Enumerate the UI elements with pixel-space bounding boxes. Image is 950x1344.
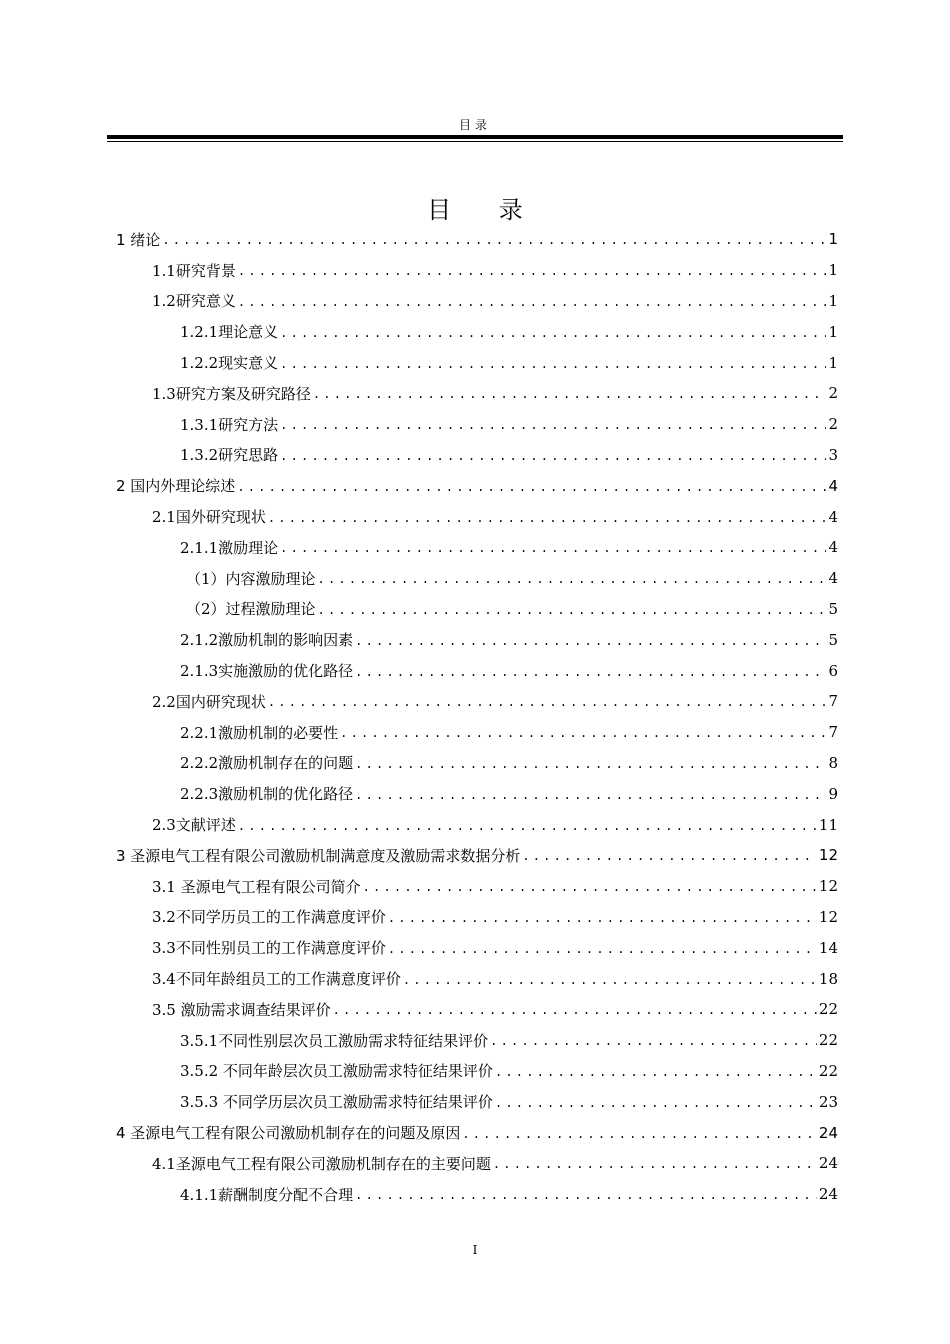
- toc-entry-label: 2.1国外研究现状: [152, 508, 266, 527]
- toc-dot-leader: [318, 572, 827, 586]
- toc-entry[interactable]: [116, 717, 838, 748]
- toc-dot-leader: [355, 665, 826, 679]
- toc-entry-label: 2.2.1激励机制的必要性: [180, 723, 339, 742]
- toc-dot-leader: [318, 603, 827, 617]
- toc-entry-page: 4: [828, 476, 838, 495]
- toc-entry-label: 1.3.2研究思路: [180, 446, 279, 465]
- toc-entry[interactable]: [116, 778, 838, 809]
- toc-entry-label: 1.2.1理论意义: [180, 323, 279, 342]
- toc-dot-leader: [340, 726, 826, 740]
- toc-entry-label: 2.2.2激励机制存在的问题: [180, 754, 354, 773]
- toc-entry[interactable]: [116, 963, 838, 994]
- toc-entry-page: 9: [828, 784, 838, 803]
- toc-entry[interactable]: [116, 994, 838, 1025]
- toc-entry-page: 22: [818, 1061, 838, 1080]
- table-of-contents: [116, 224, 838, 1210]
- toc-entry[interactable]: [116, 1086, 838, 1117]
- toc-entry-page: 7: [828, 692, 838, 711]
- toc-entry-page: 12: [818, 877, 838, 896]
- toc-dot-leader: [268, 511, 827, 525]
- toc-entry-label: 1.2研究意义: [152, 292, 236, 311]
- toc-dot-leader: [313, 387, 827, 401]
- toc-entry[interactable]: [116, 594, 838, 625]
- toc-entry[interactable]: [116, 1025, 838, 1056]
- toc-entry-page: 12: [818, 846, 838, 865]
- toc-dot-leader: [280, 449, 826, 463]
- toc-entry[interactable]: [116, 224, 838, 255]
- toc-entry[interactable]: [116, 1179, 838, 1210]
- toc-entry[interactable]: [116, 809, 838, 840]
- toc-entry[interactable]: [116, 1148, 838, 1179]
- toc-entry-page: 22: [818, 1000, 838, 1019]
- toc-entry[interactable]: [116, 748, 838, 779]
- toc-entry[interactable]: [116, 686, 838, 717]
- toc-entry[interactable]: [116, 409, 838, 440]
- toc-entry-label: 4.1圣源电气工程有限公司激励机制存在的主要问题: [152, 1154, 491, 1173]
- toc-entry-page: 24: [818, 1185, 838, 1204]
- toc-entry-page: 1: [828, 261, 838, 280]
- toc-entry[interactable]: [116, 378, 838, 409]
- toc-entry-page: 6: [828, 661, 838, 680]
- toc-entry-page: 18: [818, 969, 838, 988]
- toc-title: 目 录: [427, 196, 543, 224]
- toc-entry-page: 5: [828, 599, 838, 618]
- toc-dot-leader: [280, 357, 826, 371]
- toc-entry-label: 4 圣源电气工程有限公司激励机制存在的问题及原因: [116, 1124, 461, 1142]
- toc-dot-leader: [280, 418, 826, 432]
- toc-dot-leader: [280, 326, 826, 340]
- toc-entry-label: 2.2国内研究现状: [152, 692, 266, 711]
- toc-dot-leader: [238, 295, 827, 309]
- running-header: 目录: [458, 118, 491, 132]
- toc-entry-page: 1: [828, 291, 838, 310]
- toc-entry[interactable]: [116, 440, 838, 471]
- toc-entry-label: 2 国内外理论综述: [116, 477, 236, 496]
- toc-entry-label: 1.3.1研究方法: [180, 415, 279, 434]
- toc-entry[interactable]: [116, 347, 838, 378]
- toc-entry-page: 1: [828, 322, 838, 341]
- toc-entry-label: 3.1 圣源电气工程有限公司简介: [152, 877, 361, 896]
- page-number: I: [472, 1243, 478, 1257]
- header-rule-thin: [107, 141, 843, 142]
- toc-dot-leader: [355, 1188, 817, 1202]
- toc-dot-leader: [333, 1003, 817, 1017]
- toc-entry-label: 3.4不同年龄组员工的工作满意度评价: [152, 970, 401, 989]
- toc-entry-label: 4.1.1薪酬制度分配不合理: [180, 1185, 354, 1204]
- toc-entry[interactable]: [116, 501, 838, 532]
- toc-dot-leader: [280, 541, 826, 555]
- toc-entry-page: 14: [818, 938, 838, 957]
- toc-entry-page: 24: [818, 1123, 838, 1142]
- toc-entry-page: 3: [828, 445, 838, 464]
- toc-entry[interactable]: [116, 1056, 838, 1087]
- toc-entry-page: 12: [818, 907, 838, 926]
- toc-entry-page: 22: [818, 1031, 838, 1050]
- toc-dot-leader: [462, 1127, 817, 1141]
- toc-entry-label: 2.1.3实施激励的优化路径: [180, 662, 354, 681]
- toc-entry[interactable]: [116, 255, 838, 286]
- toc-dot-leader: [238, 819, 817, 833]
- toc-dot-leader: [388, 942, 817, 956]
- toc-dot-leader: [495, 1096, 817, 1110]
- toc-entry-page: 1: [828, 230, 838, 249]
- toc-dot-leader: [268, 695, 827, 709]
- toc-entry-label: 2.3文献评述: [152, 816, 236, 835]
- toc-dot-leader: [162, 233, 826, 247]
- toc-entry[interactable]: [116, 840, 838, 871]
- toc-entry-label: 1.2.2现实意义: [180, 354, 279, 373]
- toc-entry-label: 3.5.1不同性别层次员工激励需求特征结果评价: [180, 1031, 489, 1050]
- toc-entry-page: 4: [828, 569, 838, 588]
- toc-dot-leader: [355, 757, 826, 771]
- toc-entry-page: 11: [818, 815, 838, 834]
- toc-entry[interactable]: [116, 286, 838, 317]
- toc-dot-leader: [388, 911, 817, 925]
- toc-dot-leader: [237, 480, 826, 494]
- toc-entry-page: 7: [828, 723, 838, 742]
- toc-dot-leader: [522, 849, 817, 863]
- toc-entry-label: 1 绪论: [116, 230, 161, 249]
- toc-entry-label: 3.2不同学历员工的工作满意度评价: [152, 908, 386, 927]
- toc-entry-label: 3.5 激励需求调查结果评价: [152, 1000, 331, 1019]
- toc-entry-page: 4: [828, 538, 838, 557]
- toc-entry[interactable]: [116, 932, 838, 963]
- toc-dot-leader: [495, 1065, 817, 1079]
- toc-entry-page: 24: [818, 1154, 838, 1173]
- toc-entry[interactable]: [116, 902, 838, 933]
- toc-entry[interactable]: [116, 655, 838, 686]
- toc-entry[interactable]: [116, 1117, 838, 1148]
- toc-entry[interactable]: [116, 470, 838, 501]
- toc-entry-page: 23: [818, 1092, 838, 1111]
- toc-entry[interactable]: [116, 316, 838, 347]
- toc-dot-leader: [363, 880, 817, 894]
- toc-entry-label: （1）内容激励理论: [186, 569, 316, 588]
- header-rule-thick: [107, 135, 843, 139]
- toc-dot-leader: [355, 634, 826, 648]
- toc-entry-page: 8: [828, 753, 838, 772]
- toc-entry-label: 3.5.3 不同学历层次员工激励需求特征结果评价: [180, 1093, 493, 1112]
- toc-dot-leader: [238, 264, 827, 278]
- toc-dot-leader: [403, 973, 817, 987]
- toc-entry-page: 1: [828, 353, 838, 372]
- toc-entry-label: 2.1.2激励机制的影响因素: [180, 631, 354, 650]
- toc-entry[interactable]: [116, 871, 838, 902]
- toc-dot-leader: [355, 788, 826, 802]
- toc-entry-label: 1.3研究方案及研究路径: [152, 384, 311, 403]
- toc-entry-label: 1.1研究背景: [152, 261, 236, 280]
- toc-entry-page: 2: [828, 384, 838, 403]
- toc-entry-page: 2: [828, 415, 838, 434]
- toc-dot-leader: [493, 1157, 817, 1171]
- toc-entry[interactable]: [116, 563, 838, 594]
- toc-dot-leader: [490, 1034, 817, 1048]
- toc-entry-label: 3.5.2 不同年龄层次员工激励需求特征结果评价: [180, 1062, 493, 1081]
- toc-entry-page: 4: [828, 507, 838, 526]
- toc-entry-label: （2）过程激励理论: [186, 600, 316, 619]
- toc-entry-label: 3 圣源电气工程有限公司激励机制满意度及激励需求数据分析: [116, 846, 521, 865]
- toc-entry-label: 3.3不同性别员工的工作满意度评价: [152, 939, 386, 958]
- toc-entry[interactable]: [116, 624, 838, 655]
- toc-entry[interactable]: [116, 532, 838, 563]
- toc-entry-page: 5: [828, 630, 838, 649]
- toc-entry-label: 2.2.3激励机制的优化路径: [180, 785, 354, 804]
- toc-entry-label: 2.1.1激励理论: [180, 538, 279, 557]
